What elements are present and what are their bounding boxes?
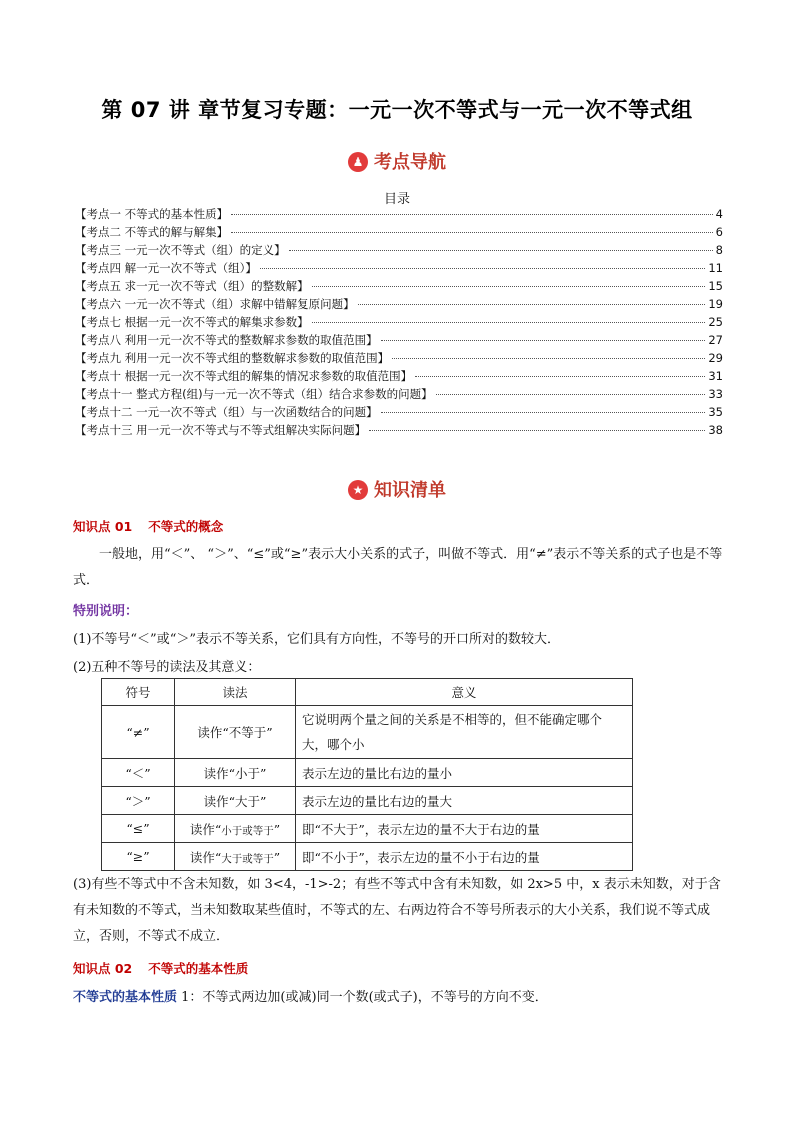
toc-entry[interactable] [75, 278, 723, 296]
meaning-cell: 即“不小于”，表示左边的量不小于右边的量 [296, 843, 633, 871]
knowledge-point-heading [73, 517, 223, 535]
property-line [73, 986, 548, 1005]
toc-entry-label[interactable]: 【考点九 利用一元一次不等式组的整数解求参数的取值范围】 [75, 351, 390, 365]
section-heading-knowledge [0, 476, 794, 502]
reading-suffix: ” [273, 821, 281, 837]
toc-leader-dots [369, 430, 705, 431]
knowledge-point-title: 不等式的基本性质 [148, 961, 249, 976]
page-title: 第 07 讲 章节复习专题：一元一次不等式与一元一次不等式组 [101, 98, 693, 122]
symbol-cell: “＜” [102, 759, 175, 787]
reading-small: 大于或等于 [221, 852, 274, 865]
table-header-row [102, 679, 633, 706]
toc-entry[interactable] [75, 386, 723, 404]
knowledge-point-number: 知识点 01 [73, 519, 133, 534]
star-icon: ★ [348, 480, 368, 500]
toc-entry-page[interactable]: 6 [715, 225, 723, 239]
symbol-cell: “＞” [102, 787, 175, 815]
toc-entry[interactable] [75, 422, 723, 440]
toc-entry-label[interactable]: 【考点十 根据一元一次不等式组的解集的情况求参数的取值范围】 [75, 369, 413, 383]
toc-leader-dots [231, 232, 713, 233]
meaning-cell: 表示左边的量比右边的量大 [296, 787, 633, 815]
reading-cell: 读作“大于” [175, 787, 296, 815]
knowledge-point-number: 知识点 02 [73, 961, 133, 976]
section-heading-nav [0, 148, 794, 174]
property-text: 1：不等式两边加(或减)同一个数(或式子)，不等号的方向不变． [177, 990, 548, 1005]
toc-entry-label[interactable]: 【考点四 解一元一次不等式（组）】 [75, 261, 257, 275]
toc-entry-label[interactable]: 【考点一 不等式的基本性质】 [75, 207, 229, 221]
table-row [102, 706, 633, 759]
toc-entry-page[interactable]: 27 [708, 333, 723, 347]
toc-leader-dots [381, 340, 706, 341]
table-row [102, 787, 633, 815]
toc-entry-label[interactable]: 【考点十一 整式方程(组)与一元一次不等式（组）结合求参数的问题】 [75, 387, 433, 401]
toc-entry[interactable] [75, 368, 723, 386]
reading-small: 小于或等于 [221, 824, 274, 837]
toc-entry-label[interactable]: 【考点七 根据一元一次不等式的解集求参数】 [75, 315, 309, 329]
toc-entry[interactable] [75, 224, 723, 242]
toc-entry-label[interactable]: 【考点三 一元一次不等式（组）的定义】 [75, 243, 286, 257]
toc-entry-page[interactable]: 19 [708, 297, 723, 311]
meaning-cell: 表示左边的量比右边的量小 [296, 759, 633, 787]
toc-entry-page[interactable]: 8 [715, 243, 723, 257]
toc-entry[interactable] [75, 296, 723, 314]
toc-entry-label[interactable]: 【考点六 一元一次不等式（组）求解中错解复原问题】 [75, 297, 355, 311]
reading-prefix: 读作“ [189, 849, 222, 865]
toc-leader-dots [312, 322, 706, 323]
toc-caption: 目录 [383, 192, 410, 207]
toc-entry-page[interactable]: 15 [708, 279, 723, 293]
toc-entry-label[interactable]: 【考点十二 一元一次不等式（组）与一次函数结合的问题】 [75, 405, 378, 419]
meaning-cell: 即“不大于”，表示左边的量不大于右边的量 [296, 815, 633, 843]
special-note-label: 特别说明： [73, 604, 139, 619]
reading-cell [175, 815, 296, 843]
toc-entry[interactable] [75, 260, 723, 278]
toc-entry-page[interactable]: 35 [708, 405, 723, 419]
toc-entry-label[interactable]: 【考点八 利用一元一次不等式的整数解求参数的取值范围】 [75, 333, 378, 347]
toc-entry-page[interactable]: 25 [708, 315, 723, 329]
symbol-cell: “≤” [102, 815, 175, 843]
toc-entry-page[interactable]: 29 [708, 351, 723, 365]
toc-entry-page[interactable]: 33 [708, 387, 723, 401]
table-of-contents [75, 206, 723, 440]
toc-leader-dots [312, 286, 706, 287]
knowledge-point-title: 不等式的概念 [148, 519, 224, 534]
toc-entry-page[interactable]: 11 [708, 261, 723, 275]
symbol-cell: “≠” [102, 706, 175, 759]
table-header: 意义 [296, 679, 633, 706]
toc-leader-dots [231, 214, 713, 215]
section-title: 考点导航 [374, 152, 446, 173]
person-icon: ♟ [348, 152, 368, 172]
note-line: (2)五种不等号的读法及其意义： [73, 660, 261, 675]
table-row [102, 815, 633, 843]
reading-prefix: 读作“ [189, 821, 222, 837]
paragraph: 一般地，用“＜”、 “＞”、“≤”或“≥”表示大小关系的式子，叫做不等式．用“≠”表示不等关系的式子也是不等式． [73, 547, 723, 588]
toc-entry[interactable] [75, 242, 723, 260]
inequality-symbol-table [101, 678, 633, 871]
toc-entry-label[interactable]: 【考点十三 用一元一次不等式与不等式组解决实际问题】 [75, 423, 367, 437]
table-row [102, 843, 633, 871]
toc-leader-dots [358, 304, 706, 305]
toc-leader-dots [392, 358, 705, 359]
toc-entry[interactable] [75, 332, 723, 350]
toc-entry[interactable] [75, 206, 723, 224]
toc-leader-dots [436, 394, 706, 395]
toc-entry[interactable] [75, 350, 723, 368]
note-line: (1)不等号“＜”或“＞”表示不等关系，它们具有方向性，不等号的开口所对的数较大． [73, 632, 560, 647]
reading-suffix: ” [273, 849, 281, 865]
toc-entry-page[interactable]: 31 [708, 369, 723, 383]
section-title: 知识清单 [374, 480, 446, 501]
toc-leader-dots [260, 268, 705, 269]
reading-cell: 读作“不等于” [175, 706, 296, 759]
meaning-cell: 它说明两个量之间的关系是不相等的，但不能确定哪个大，哪个小 [296, 706, 633, 759]
reading-cell [175, 843, 296, 871]
toc-entry-page[interactable]: 38 [708, 423, 723, 437]
toc-entry[interactable] [75, 404, 723, 422]
reading-cell: 读作“小于” [175, 759, 296, 787]
paragraph: (3)有些不等式中不含未知数，如 3<4，-1>-2；有些不等式中含有未知数，如 2x>5 中，x 表示未知数，对于含有未知数的不等式，当未知数取某些值时，不等式的左、右两边符合不等号所表示的大小关系，我们说不等式成立，否则，不等式不成立． [73, 877, 721, 944]
toc-leader-dots [289, 250, 713, 251]
toc-leader-dots [415, 376, 705, 377]
toc-entry[interactable] [75, 314, 723, 332]
toc-entry-label[interactable]: 【考点五 求一元一次不等式（组）的整数解】 [75, 279, 309, 293]
property-label: 不等式的基本性质 [73, 990, 178, 1005]
knowledge-point-heading [73, 959, 248, 977]
table-row [102, 759, 633, 787]
table-header: 读法 [175, 679, 296, 706]
toc-entry-page[interactable]: 4 [715, 207, 723, 221]
toc-entry-label[interactable]: 【考点二 不等式的解与解集】 [75, 225, 229, 239]
symbol-cell: “≥” [102, 843, 175, 871]
toc-leader-dots [381, 412, 706, 413]
table-header: 符号 [102, 679, 175, 706]
